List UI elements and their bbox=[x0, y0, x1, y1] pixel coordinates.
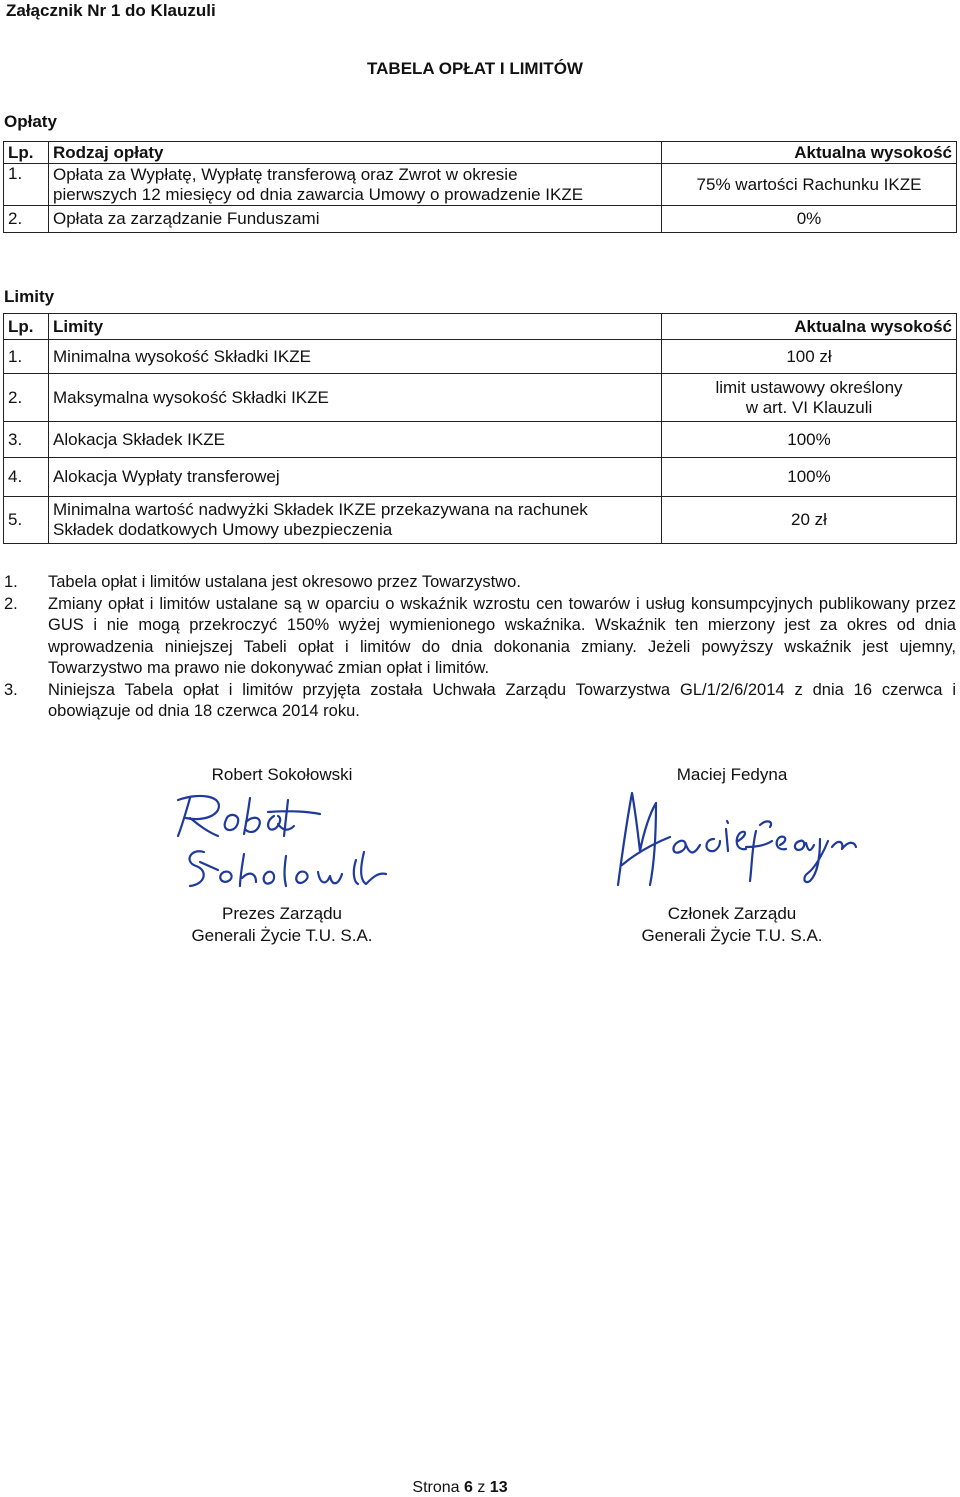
col-name-header: Limity bbox=[49, 314, 662, 340]
row-value: 20 zł bbox=[662, 497, 957, 544]
row-value bbox=[662, 374, 957, 422]
row-name bbox=[49, 497, 662, 544]
row-lp: 1. bbox=[4, 340, 49, 374]
table-header-row bbox=[4, 142, 957, 164]
col-lp-header: Lp. bbox=[4, 314, 49, 340]
table-row bbox=[4, 340, 957, 374]
table-row bbox=[4, 458, 957, 497]
row-name: Alokacja Wypłaty transferowej bbox=[49, 458, 662, 497]
col-value-header: Aktualna wysokość bbox=[662, 314, 957, 340]
fees-section-label: Opłaty bbox=[4, 112, 57, 131]
limits-table bbox=[3, 313, 957, 544]
row-name bbox=[49, 164, 662, 206]
row-lp: 2. bbox=[4, 374, 49, 422]
row-value: 75% wartości Rachunku IKZE bbox=[662, 164, 957, 206]
page-number-footer bbox=[0, 1479, 920, 1497]
note-item bbox=[4, 594, 956, 680]
signatory-company: Generali Życie T.U. S.A. bbox=[641, 926, 823, 945]
table-row bbox=[4, 422, 957, 458]
row-lp: 4. bbox=[4, 458, 49, 497]
table-row bbox=[4, 497, 957, 544]
row-name: Alokacja Składek IKZE bbox=[49, 422, 662, 458]
note-item bbox=[4, 572, 956, 594]
note-item bbox=[4, 680, 956, 723]
note-number: 2. bbox=[4, 594, 18, 613]
table-header-row bbox=[4, 314, 957, 340]
table-row bbox=[4, 374, 957, 422]
signatory-company: Generali Życie T.U. S.A. bbox=[191, 926, 373, 945]
row-name: Maksymalna wysokość Składki IKZE bbox=[49, 374, 662, 422]
note-number: 3. bbox=[4, 680, 18, 699]
table-row bbox=[4, 164, 957, 206]
row-value-line: limit ustawowy określony bbox=[715, 377, 903, 397]
row-name-line: Minimalna wartość nadwyżki Składek IKZE przekazywana na rachunek bbox=[53, 500, 588, 519]
signatory-name-left: Robert Sokołowski bbox=[211, 765, 353, 784]
row-value: 100% bbox=[662, 458, 957, 497]
row-lp: 2. bbox=[4, 206, 49, 233]
note-number: 1. bbox=[4, 573, 18, 591]
signatory-name-right: Maciej Fedyna bbox=[676, 765, 788, 784]
table-row bbox=[4, 206, 957, 233]
row-name: Minimalna wysokość Składki IKZE bbox=[49, 340, 662, 374]
col-name-header: Rodzaj opłaty bbox=[49, 142, 662, 164]
row-name-line: Składek dodatkowych Umowy ubezpieczenia bbox=[53, 520, 393, 539]
row-name-line: Opłata za Wypłatę, Wypłatę transferową oraz Zwrot w okresie bbox=[53, 164, 518, 184]
note-text: Niniejsza Tabela opłat i limitów przyjęta została Uchwała Zarządu Towarzystwa GL/1/2/6/2014 z dnia 16 czerwca i obowiązuje od dnia 18 czerwca 2014 roku. bbox=[48, 680, 956, 720]
current-page: 6 bbox=[463, 1479, 473, 1496]
row-value-line: w art. VI Klauzuli bbox=[745, 397, 873, 417]
page-label: Strona bbox=[412, 1479, 460, 1496]
row-value: 100% bbox=[662, 422, 957, 458]
row-lp: 3. bbox=[4, 422, 49, 458]
row-name: Opłata za zarządzanie Funduszami bbox=[49, 206, 662, 233]
col-value-header: Aktualna wysokość bbox=[662, 142, 957, 164]
row-lp: 5. bbox=[4, 497, 49, 544]
notes-list bbox=[4, 572, 956, 723]
page-separator: z bbox=[477, 1479, 486, 1496]
attachment-title: Załącznik Nr 1 do Klauzuli bbox=[6, 1, 216, 20]
signature-maciej-fedyna bbox=[610, 785, 860, 895]
row-lp: 1. bbox=[4, 164, 49, 206]
document-title: TABELA OPŁAT I LIMITÓW bbox=[367, 59, 583, 78]
signature-robert-sokolowski bbox=[160, 790, 410, 895]
signatory-title-left bbox=[132, 903, 432, 947]
limits-section-label: Limity bbox=[4, 287, 55, 306]
signatory-title-right bbox=[582, 903, 882, 947]
col-lp-header: Lp. bbox=[4, 142, 49, 164]
row-value: 100 zł bbox=[662, 340, 957, 374]
fees-table bbox=[3, 141, 957, 233]
signatory-role: Prezes Zarządu bbox=[222, 904, 342, 923]
note-text: Zmiany opłat i limitów ustalane są w oparciu o wskaźnik wzrostu cen towarów i usług konsumpcyjnych publikowany przez GUS i nie mogą przekroczyć 150% wyżej wymienionego wskaźnika. Wskaźnik ten mierzony jest za okres od dnia wprowadzenia niniejszej Tabeli opłat i limitów do dnia dokonania zmiany. Jeżeli powyższy wskaźnik jest ujemny, Towarzystwo ma prawo nie dokonywać zmian opłat i limitów. bbox=[48, 594, 956, 677]
total-pages: 13 bbox=[489, 1479, 508, 1496]
row-value: 0% bbox=[662, 206, 957, 233]
signatory-role: Członek Zarządu bbox=[667, 904, 797, 923]
note-text: Tabela opłat i limitów ustalana jest okresowo przez Towarzystwo. bbox=[48, 573, 521, 591]
row-name-line: pierwszych 12 miesięcy od dnia zawarcia Umowy o prowadzenie IKZE bbox=[53, 184, 584, 204]
